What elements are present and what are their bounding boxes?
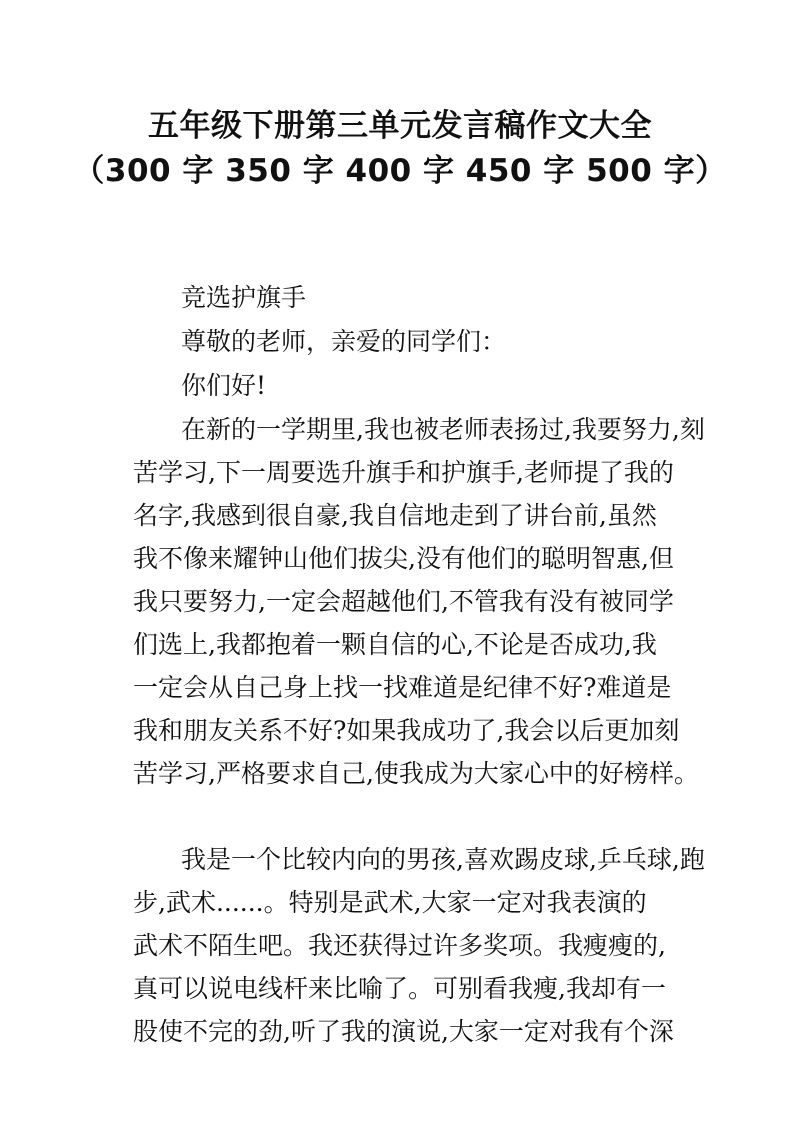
paragraph-1-line: 苦学习,下一周要选升旗手和护旗手,老师提了我的 [133,458,674,487]
paragraph-1-line: 我和朋友关系不好?如果我成功了,我会以后更加刻 [133,716,680,745]
document-title: 五年级下册第三单元发言稿作文大全 [148,108,652,144]
paragraph-2-line: 真可以说电线杆来比喻了。可别看我瘦,我却有一 [133,974,666,1003]
paragraph-1-line: 们选上,我都抱着一颗自信的心,不论是否成功,我 [133,630,657,659]
paragraph-1-line: 一定会从自己身上找一找难道是纪律不好?难道是 [133,673,672,702]
paragraph-1-line: 我不像来耀钟山他们拔尖,没有他们的聪明智惠,但 [133,544,674,573]
paragraph-2-line: 步,武术......。特别是武术,大家一定对我表演的 [133,888,647,917]
document-subtitle: （300 字 350 字 400 字 450 字 500 字） [73,153,727,189]
paragraph-2-line: 我是一个比较内向的男孩,喜欢踢皮球,乒乓球,跑 [181,845,705,874]
paragraph-2-line: 武术不陌生吧。我还获得过许多奖项。我瘦瘦的, [133,931,666,960]
essay-greeting: 尊敬的老师，亲爱的同学们： [181,327,507,356]
paragraph-1-line: 我只要努力,一定会超越他们,不管我有没有被同学 [133,587,674,616]
paragraph-1-line: 名字,我感到很自豪,我自信地走到了讲台前,虽然 [133,501,657,530]
essay-hello: 你们好! [181,371,267,400]
paragraph-1-line: 苦学习,严格要求自己,使我成为大家心中的好榜样。 [133,759,699,788]
paragraph-2-line: 股使不完的劲,听了我的演说,大家一定对我有个深 [133,1017,674,1046]
paragraph-1-line: 在新的一学期里,我也被老师表扬过,我要努力,刻 [181,415,705,444]
essay-heading: 竞选护旗手 [181,283,307,312]
